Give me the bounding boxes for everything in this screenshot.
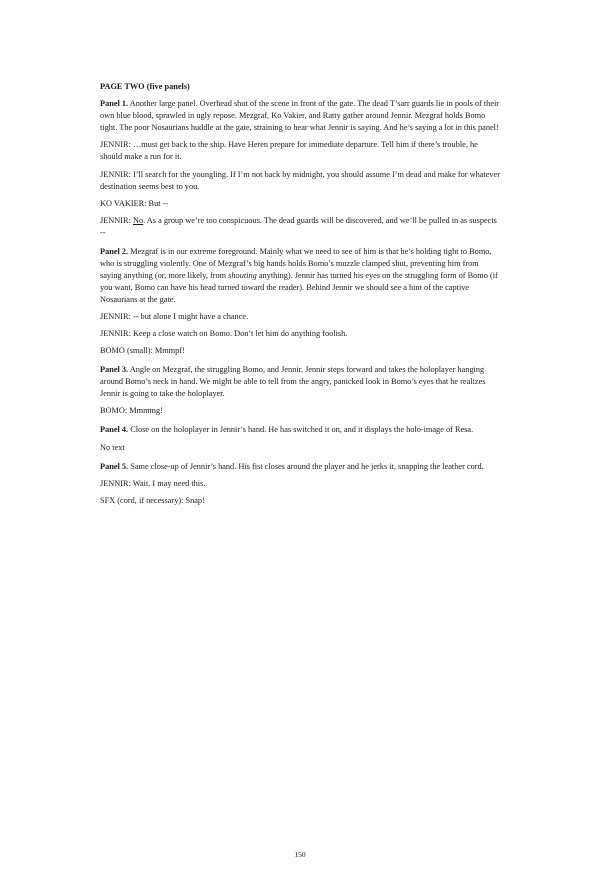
dialogue-speaker: JENNIR: (100, 216, 133, 226)
dialogue-line: JENNIR: -- but alone I might have a chance. (100, 311, 249, 321)
panel-1-text: Another large panel. Overhead shot of the scene in front of the gate. The dead T’sarr guards lie in pools of their own blue blood, sprawled in ugly repose. Mezgraf, Ko Vakier, and Ratty gather around Jennir. Mezgraf holds Bomo tight. The poor Nosaurians huddle at the gate, straining to hear what Jennir is saying. And he’s saying a lot in this panel! (100, 99, 500, 133)
panel-3-description (100, 364, 500, 400)
dialogue-line: KO VAKIER: But -- (100, 198, 169, 208)
panel-1-description (100, 98, 500, 134)
page-heading: PAGE TWO (five panels) (100, 82, 190, 91)
script-page (100, 81, 500, 512)
panel-2-label: Panel 2. (100, 246, 129, 256)
panel-2-text-start: Mezgraf is in our extreme foreground. Mainly what we need to see of him is that he’s holding tight to Bomo, who is struggling violently. One of Mezgraf’s big hands holds Bomo’s muzzle clamped shut, preventing him from saying anything (or, more likely, from (100, 246, 492, 280)
panel-5-label: Panel 5. (100, 461, 129, 471)
dialogue-line: JENNIR: …must get back to the ship. Have Heren prepare for immediate departure. Tell him if there’s trouble, he should make a run for it. (100, 140, 478, 162)
panel-3-label: Panel 3. (100, 365, 129, 375)
dialogue-line: JENNIR: I’ll search for the youngling. If I’m not back by midnight, you should assume I’m dead and make for whatever destination seems best to you. (100, 169, 500, 191)
dialogue-line: BOMO (small): Mmmpf! (100, 346, 185, 356)
dialogue-line (100, 215, 500, 239)
panel-4-label: Panel 4. (100, 425, 129, 435)
dialogue-text: . As a group we’re too conspicuous. The dead guards will be discovered, and we’ll be pulled in as suspects -- (100, 216, 497, 238)
panel-5-description (100, 461, 500, 473)
panel-1-label: Panel 1. (100, 99, 129, 109)
dialogue-line: BOMO: Mmmmg! (100, 406, 163, 416)
panel-4-description (100, 424, 500, 436)
panel-4-text: Close on the holoplayer in Jennir’s hand. He has switched it on, and it displays the holo-image of Resa. (130, 425, 474, 435)
dialogue-line: JENNIR: Wait. I may need this. (100, 478, 206, 488)
panel-2-italic-word: shouting (228, 270, 257, 280)
page-number: 150 (294, 850, 306, 859)
panel-2-description (100, 246, 500, 306)
panel-3-text: Angle on Mezgraf, the struggling Bomo, and Jennir. Jennir steps forward and takes the holoplayer hanging around Bomo’s neck in hand. We might be able to tell from the angry, panicked look in Bomo’s eyes that he realizes Jennir is going to take the holoplayer. (100, 365, 486, 399)
panel-5-text: Same close-up of Jennir’s hand. His fist closes around the player and he jerks it, snapping the leather cord. (130, 461, 484, 471)
panel-2-text-end: anything). Jennir has turned his eyes on the struggling form of Bomo (if you want, Bomo can have his head turned toward the reader). Behind Jennir we should see a hint of the captive Nosaurians at the gate. (100, 270, 498, 304)
sfx-line: SFX (cord, if necessary): Snap! (100, 496, 205, 506)
no-text-note: No text (100, 442, 125, 452)
dialogue-line: JENNIR: Keep a close watch on Bomo. Don’t let him do anything foolish. (100, 329, 348, 339)
panel-2-text (100, 247, 498, 304)
emphasized-word: No (132, 216, 144, 226)
